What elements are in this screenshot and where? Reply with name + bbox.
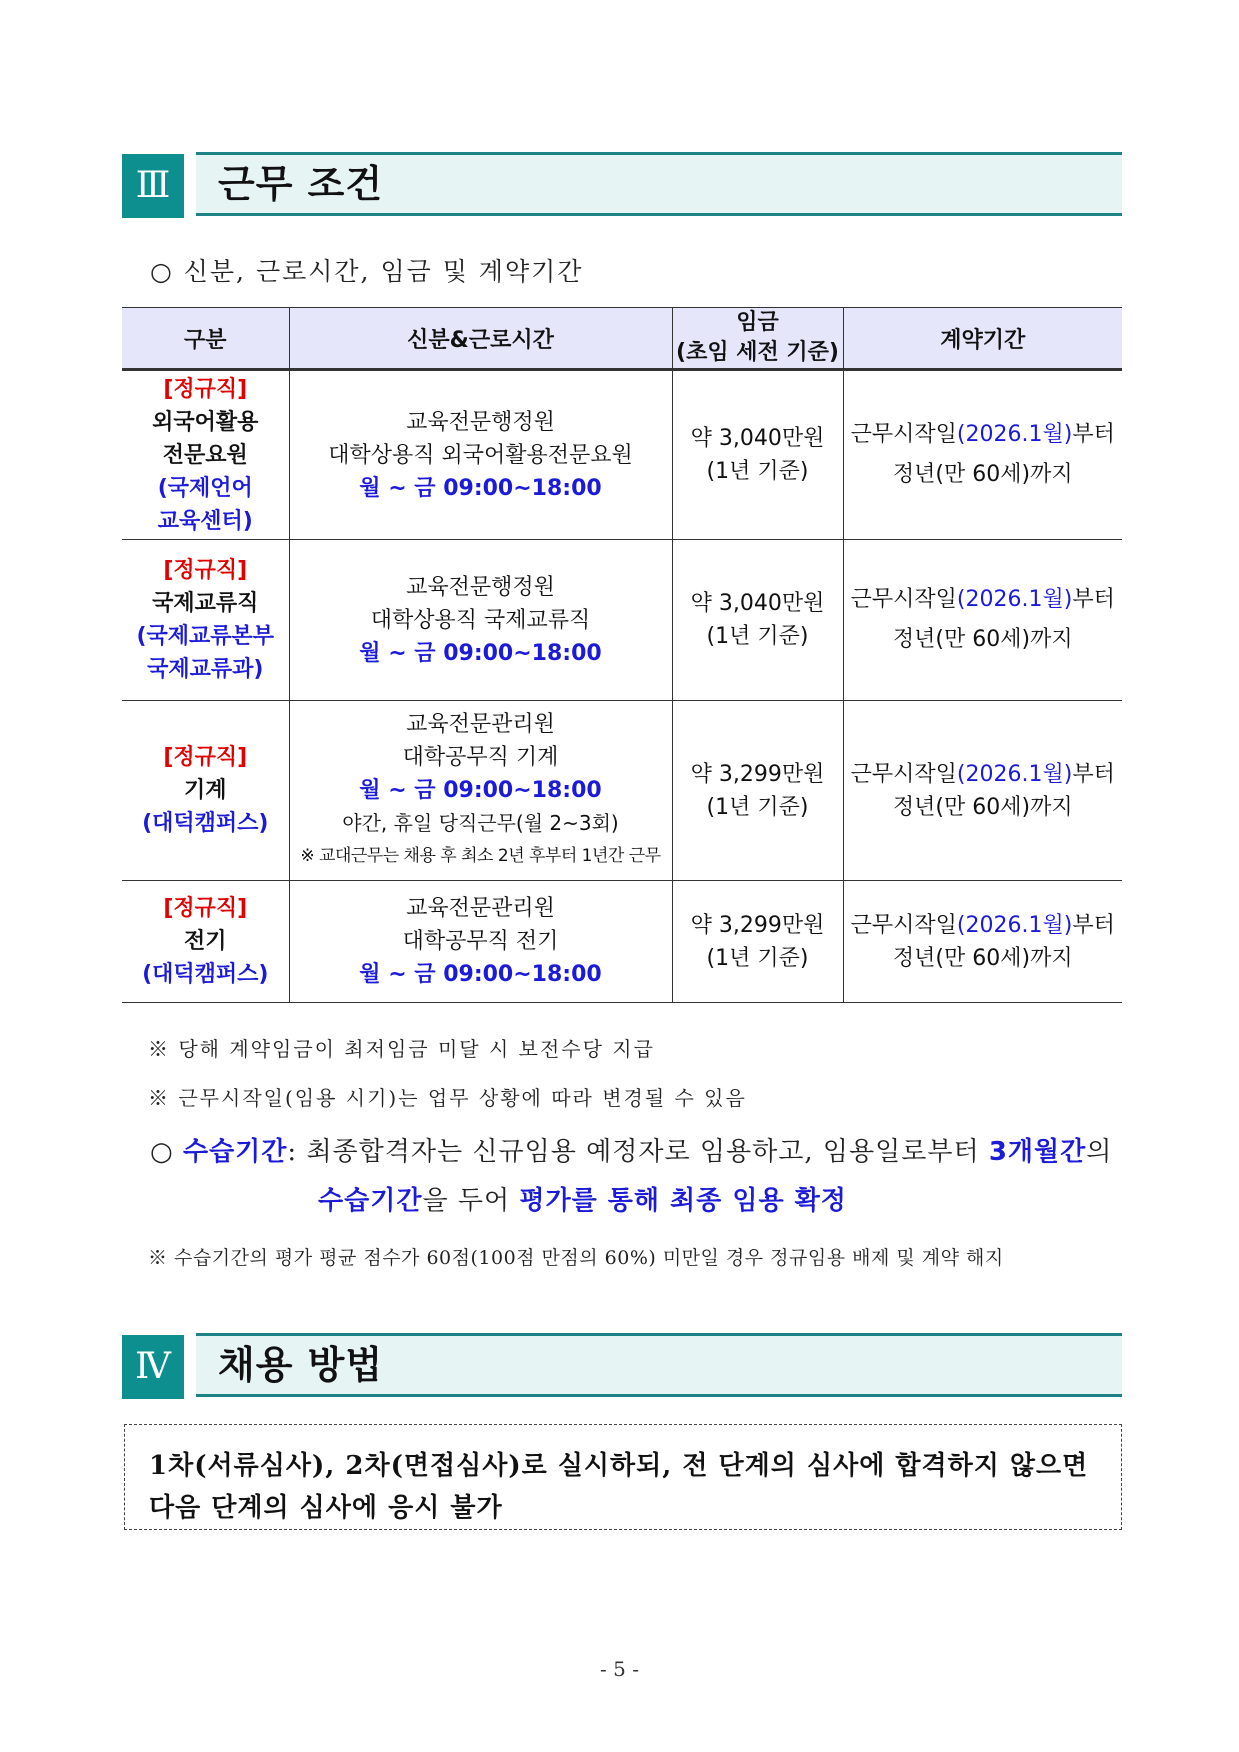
page-number: - 5 - [600,1657,639,1681]
status-line: 교육전문행정원 [406,409,555,435]
training-line-2 [318,1180,847,1217]
contract-start-date: (2026.1월) [956,422,1073,447]
status-cell [289,370,672,540]
section-title-bar [196,152,1122,216]
section-header-3 [122,152,1122,218]
pay-cell [672,701,843,881]
contract-end: 정년(만 60세)까지 [892,627,1073,652]
training-text: : 최종합격자는 신규임용 예정자로 임용하고, 임용일로부터 [287,1137,989,1167]
training-term-2: 수습기간 [318,1186,423,1216]
section-header-4 [122,1333,1122,1399]
training-period: 3개월간 [988,1137,1087,1167]
pay-amount: 약 3,040만원 [690,426,825,451]
method-box [124,1424,1122,1530]
contract-start [844,580,1123,620]
contract-start-suffix: 부터 [1072,912,1115,938]
work-hours: 월 ~ 금 09:00~18:00 [359,640,602,666]
job-tag: [정규직] [163,376,248,402]
contract-start-label: 근무시작일 [850,422,957,447]
training-note: ※ 수습기간의 평가 평균 점수가 60점(100점 만점의 60%) 미만일 경우 정규임용 배제 및 계약 해지 [148,1247,1004,1269]
pay-basis: (1년 기준) [706,794,809,820]
contract-cell [843,701,1122,881]
contract-start [844,909,1123,942]
contract-start-label: 근무시작일 [850,587,957,612]
night-duty: 야간, 휴일 당직근무(월 2~3회) [342,811,619,835]
section-title: 채용 방법 [218,1343,384,1387]
table-header-row [122,308,1122,370]
conditions-table [122,307,1122,1003]
status-line: 대학공무직 기계 [402,745,559,770]
status-line: 교육전문관리원 [406,712,555,737]
pay-basis: (1년 기준) [706,459,809,484]
section-number: Ⅲ [122,154,184,218]
status-cell [289,540,672,701]
pay-cell [672,881,843,1003]
note-start-date: ※ 근무시작일(임용 시기)는 업무 상황에 따라 변경될 수 있음 [148,1086,747,1110]
job-dept: (국제언어 [157,475,253,501]
job-dept: (대덕캠퍼스) [142,811,269,836]
contract-end: 정년(만 60세)까지 [892,945,1073,971]
work-hours: 월 ~ 금 09:00~18:00 [359,778,602,803]
method-line-2: 다음 단계의 심사에 응시 불가 [149,1493,503,1523]
contract-start-label: 근무시작일 [850,761,957,787]
status-line: 교육전문관리원 [406,896,555,921]
contract-start-suffix: 부터 [1072,761,1115,787]
job-dept: (국제교류본부 [136,624,275,649]
shift-note: ※ 교대근무는 채용 후 최소 2년 후부터 1년간 근무 [300,846,661,866]
status-cell [289,701,672,881]
note-min-wage: ※ 당해 계약임금이 최저임금 미달 시 보전수당 지급 [148,1037,655,1061]
section-number: Ⅳ [122,1335,184,1399]
training-mid: 을 두어 [422,1186,520,1216]
training-line-1 [150,1131,1112,1168]
status-line: 대학상용직 국제교류직 [370,607,591,633]
pay-amount: 약 3,299만원 [690,912,825,938]
intro-bullet: ○ 신분, 근로시간, 임금 및 계약기간 [150,257,584,286]
status-line: 대학공무직 전기 [402,929,559,954]
job-name: 전기 [183,929,227,954]
contract-start-date: (2026.1월) [956,587,1073,612]
training-tail: 의 [1086,1137,1113,1167]
status-cell [289,881,672,1003]
category-cell [122,540,289,701]
section-title: 근무 조건 [218,162,384,206]
status-line: 대학상용직 외국어활용전문요원 [328,442,633,468]
job-tag: [정규직] [163,745,248,770]
pay-cell [672,370,843,540]
contract-cell [843,540,1122,701]
contract-cell [843,370,1122,540]
training-bullet: ○ [150,1137,183,1167]
table-row [122,540,1122,701]
table-row [122,701,1122,881]
pay-amount: 약 3,040만원 [690,591,825,616]
contract-start-label: 근무시작일 [850,912,957,938]
table-row [122,881,1122,1003]
status-line: 교육전문행정원 [406,574,555,600]
job-dept: 국제교류과) [147,657,264,682]
job-tag: [정규직] [163,558,248,583]
contract-start-date: (2026.1월) [956,761,1073,787]
header-pay-line1: 임금 [736,310,779,335]
contract-start-suffix: 부터 [1072,587,1115,612]
table-row [122,370,1122,540]
contract-cell [843,881,1122,1003]
pay-basis: (1년 기준) [706,945,809,971]
job-name: 외국어활용 [152,409,259,435]
contract-start [844,758,1123,791]
header-status-hours: 신분&근로시간 [289,308,672,370]
category-cell [122,701,289,881]
training-term: 수습기간 [182,1137,288,1167]
header-pay [672,308,843,370]
job-name: 전문요원 [162,442,248,468]
method-line-1: 1차(서류심사), 2차(면접심사)로 실시하되, 전 단계의 심사에 합격하지 않으면 [149,1451,1089,1481]
header-contract: 계약기간 [843,308,1122,370]
training-emphasis: 평가를 통해 최종 임용 확정 [519,1186,847,1216]
pay-basis: (1년 기준) [706,624,809,649]
category-cell [122,370,289,540]
pay-cell [672,540,843,701]
work-hours: 월 ~ 금 09:00~18:00 [359,475,602,501]
contract-start [844,415,1123,455]
contract-start-suffix: 부터 [1072,422,1115,447]
job-name: 국제교류직 [152,591,259,616]
contract-start-date: (2026.1월) [956,912,1073,938]
header-category: 구분 [122,308,289,370]
pay-amount: 약 3,299만원 [690,761,825,787]
section-title-bar [196,1333,1122,1397]
work-hours: 월 ~ 금 09:00~18:00 [359,962,602,987]
contract-end: 정년(만 60세)까지 [892,794,1073,820]
contract-end: 정년(만 60세)까지 [892,462,1073,487]
job-tag: [정규직] [163,896,248,921]
job-dept: 교육센터) [157,508,253,534]
job-dept: (대덕캠퍼스) [142,962,269,987]
job-name: 기계 [183,778,227,803]
category-cell [122,881,289,1003]
header-pay-line2: (초임 세전 기준) [676,340,839,365]
